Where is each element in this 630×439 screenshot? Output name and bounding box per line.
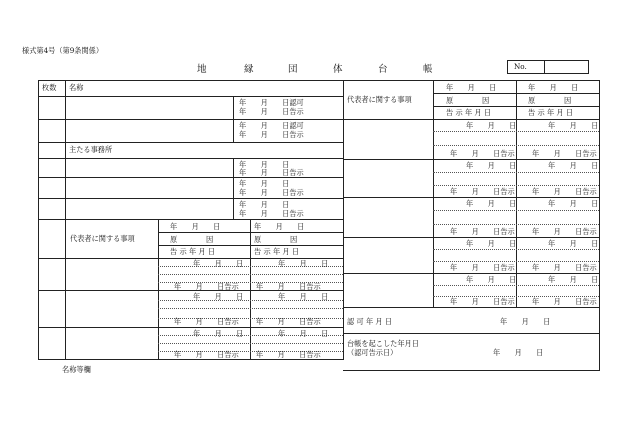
l-notice-3b: 年 月 日告示 <box>256 350 321 359</box>
r-notice-3b: 年 月 日告示 <box>532 227 597 236</box>
r-ymd-5b: 年 月 日 <box>548 275 599 284</box>
approval-date-label: 認 可 年 月 日 <box>347 317 393 326</box>
l-notice-3a: 年 月 日告示 <box>174 350 239 359</box>
authorized-date-1: 年 月 日認可 <box>239 98 304 107</box>
rep-date-a: 年 月 日 <box>170 222 221 231</box>
count-header: 枚数 <box>42 83 57 92</box>
title-char-6: 帳 <box>423 64 433 75</box>
r-rep-cause-b: 原 因 <box>528 96 572 105</box>
authorized-date-2: 年 月 日認可 <box>239 121 304 130</box>
l-ymd-1b: 年 月 日 <box>278 259 329 268</box>
r-ymd-4b: 年 月 日 <box>548 239 599 248</box>
r-ymd-2a: 年 月 日 <box>466 161 517 170</box>
approval-date-value: 年 月 日 <box>500 317 551 326</box>
r-notice-3a: 年 月 日告示 <box>450 227 515 236</box>
r-notice-5b: 年 月 日告示 <box>532 297 597 306</box>
name-header: 名称 <box>69 83 84 92</box>
r-notice-2b: 年 月 日告示 <box>532 187 597 196</box>
r-rep-notice-a: 告 示 年 月 日 <box>446 108 492 117</box>
rep-cause-b: 原 因 <box>254 235 298 244</box>
r-notice-4b: 年 月 日告示 <box>532 263 597 272</box>
r-rep-date-a: 年 月 日 <box>446 83 497 92</box>
office-notice-3: 年 月 日告示 <box>239 209 304 218</box>
established-value: 年 月 日 <box>493 348 544 357</box>
office-notice-2: 年 月 日告示 <box>239 188 304 197</box>
l-ymd-1a: 年 月 日 <box>193 259 244 268</box>
r-ymd-2b: 年 月 日 <box>548 161 599 170</box>
r-notice-1b: 年 月 日告示 <box>532 149 597 158</box>
rep-notice-a: 告 示 年 月 日 <box>170 247 216 256</box>
l-notice-2b: 年 月 日告示 <box>256 317 321 326</box>
title-char-4: 体 <box>333 64 343 75</box>
office-notice-1: 年 月 日告示 <box>239 168 304 177</box>
title-char-5: 台 <box>378 64 388 75</box>
notice-date-1: 年 月 日告示 <box>239 107 304 116</box>
r-rep-cause-a: 原 因 <box>446 96 490 105</box>
title-char-3: 団 <box>288 64 298 75</box>
rep-date-b: 年 月 日 <box>254 222 305 231</box>
l-ymd-2b: 年 月 日 <box>278 292 329 301</box>
l-ymd-3a: 年 月 日 <box>193 329 244 338</box>
l-ymd-2a: 年 月 日 <box>193 292 244 301</box>
footer-note: 名称等欄 <box>62 365 91 374</box>
rep-label-left: 代表者に関する事項 <box>70 234 135 243</box>
l-notice-1a: 年 月 日告示 <box>174 282 239 291</box>
office-date-2: 年 月 日 <box>239 179 290 188</box>
r-rep-notice-b: 告 示 年 月 日 <box>528 108 574 117</box>
r-ymd-1b: 年 月 日 <box>548 121 599 130</box>
established-label: 台帳を起こした年月日 <box>347 339 419 348</box>
office-header: 主たる事務所 <box>69 145 113 154</box>
notice-date-2: 年 月 日告示 <box>239 130 304 139</box>
title-char-2: 縁 <box>244 64 254 75</box>
r-notice-1a: 年 月 日告示 <box>450 149 515 158</box>
l-notice-1b: 年 月 日告示 <box>256 282 321 291</box>
r-notice-2a: 年 月 日告示 <box>450 187 515 196</box>
r-notice-5a: 年 月 日告示 <box>450 297 515 306</box>
number-label: No. <box>514 62 527 71</box>
number-box[interactable] <box>507 60 589 74</box>
r-ymd-1a: 年 月 日 <box>466 121 517 130</box>
r-ymd-3a: 年 月 日 <box>466 199 517 208</box>
established-sublabel: （認可告示日） <box>347 348 398 357</box>
office-date-1: 年 月 日 <box>239 160 290 169</box>
r-notice-4a: 年 月 日告示 <box>450 263 515 272</box>
l-notice-2a: 年 月 日告示 <box>174 317 239 326</box>
title-char-1: 地 <box>197 64 207 75</box>
rep-notice-b: 告 示 年 月 日 <box>254 247 300 256</box>
rep-cause-a: 原 因 <box>170 235 214 244</box>
l-ymd-3b: 年 月 日 <box>278 329 329 338</box>
r-ymd-5a: 年 月 日 <box>466 275 517 284</box>
r-rep-date-b: 年 月 日 <box>528 83 579 92</box>
office-date-3: 年 月 日 <box>239 200 290 209</box>
rep-label-right: 代表者に関する事項 <box>347 95 412 104</box>
r-ymd-4a: 年 月 日 <box>466 239 517 248</box>
form-number: 様式第4号（第9条関係） <box>22 46 104 55</box>
r-ymd-3b: 年 月 日 <box>548 199 599 208</box>
